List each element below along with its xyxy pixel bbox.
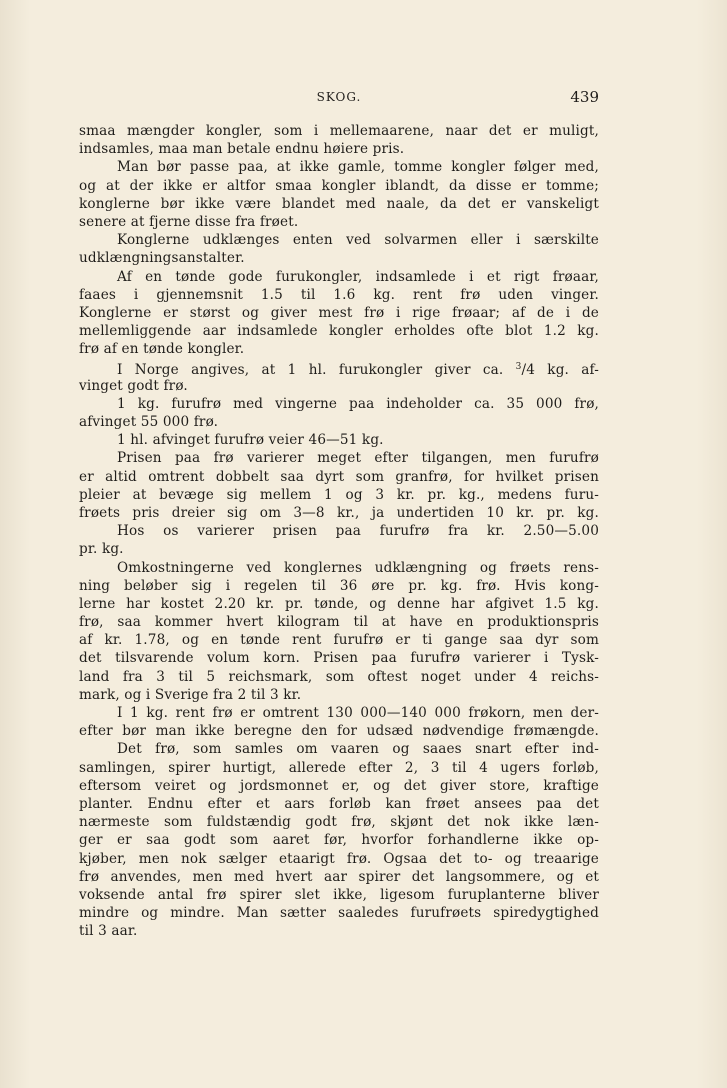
text-line: frø af en tønde kongler. [79,341,245,358]
text-line: senere at fjerne disse fra frøet. [79,213,299,230]
text-line: Hos os varierer prisen paa furufrø fra kr. 2.50—5.00 [117,523,599,540]
text-line: 1 kg. furufrø med vingerne paa indeholder ca. 35 000 frø, [117,395,599,412]
text-line: ger er saa godt som aaret før, hvorfor forhandlerne ikke op- [79,832,599,849]
text-line: mellemliggende aar indsamlede kongler erholdes ofte blot 1.2 kg. [79,323,599,340]
text-line: planter. Endnu efter et aars forløb kan frøet ansees paa det [79,795,599,812]
text-line: kjøber, men nok sælger etaarigt frø. Ogsaa det to- og treaarige [79,850,599,867]
text-line: faaes i gjennemsnit 1.5 til 1.6 kg. rent frø uden vinger. [79,286,599,303]
text-line: vinget godt frø. [79,377,188,394]
text-line: Det frø, som samles om vaaren og saaes snart efter ind- [117,741,599,758]
text-line: I 1 kg. rent frø er omtrent 130 000—140 000 frøkorn, men der- [117,705,599,721]
text-line: Omkostningerne ved konglernes udklængning og frøets rens- [117,559,599,576]
text-line: det tilsvarende volum korn. Prisen paa furufrø varierer i Tysk- [79,650,599,667]
text-line: Man bør passe paa, at ikke gamle, tomme kongler følger med, [117,159,599,176]
text-line: er altid omtrent dobbelt saa dyrt som granfrø, for hvilket prisen [79,468,599,485]
text-line: frøets pris dreier sig om 3—8 kr., ja undertiden 10 kr. pr. kg. [79,504,599,521]
text-line: nærmeste som fuldstændig godt frø, skjønt det nok ikke læn- [79,814,599,831]
text-line: indsamles, maa man betale endnu høiere pris. [79,141,405,158]
text-line: voksende antal frø spirer slet ikke, ligesom furuplanterne bliver [79,886,599,903]
text-line: pr. kg. [79,541,124,558]
text-line: samlingen, spirer hurtigt, allerede efter 2, 3 til 4 ugers forløb, [79,759,599,776]
body-text [79,122,599,940]
text-line: mindre og mindre. Man sætter saaledes furufrøets spiredygtighed [79,905,599,922]
text-line: frø, saa kommer hvert kilogram til at have en produktionspris [79,614,599,631]
text-line: udklængningsanstalter. [79,250,245,267]
text-line: og at der ikke er altfor smaa kongler iblandt, da disse er tomme; [79,177,599,194]
page-title: SKOG. [316,90,362,104]
text-line: ning beløber sig i regelen til 36 øre pr. kg. frø. Hvis kong- [79,577,599,594]
text-line: pleier at bevæge sig mellem 1 og 3 kr. pr. kg., medens furu- [79,486,599,503]
text-line: konglerne bør ikke være blandet med naale, da det er vanskeligt [79,195,599,212]
text-line: Konglerne er størst og giver mest frø i rige frøaar; af de i de [79,304,599,321]
text-fragment: I Norge angives, at 1 hl. furukongler giver ca. [117,362,516,379]
text-fragment: /4 kg. af- [521,362,599,379]
text-line: lerne har kostet 2.20 kr. pr. tønde, og denne har afgivet 1.5 kg. [79,595,599,612]
text-line: eftersom veiret og jordsmonnet er, og det giver store, kraftige [79,777,599,794]
text-line: mark, og i Sverige fra 2 til 3 kr. [79,686,302,703]
page-number: 439 [570,88,599,106]
fraction-numerator: 3 [515,362,522,373]
text-line: smaa mængder kongler, som i mellemaarene, naar det er muligt, [79,123,599,139]
text-line: til 3 aar. [79,923,138,940]
text-line: Konglerne udklænges enten ved solvarmen eller i særskilte [117,232,599,249]
text-line: Af en tønde gode furukongler, indsamlede i et rigt frøaar, [117,268,599,285]
text-line: land fra 3 til 5 reichsmark, som oftest noget under 4 reichs- [79,668,599,685]
text-line: afvinget 55 000 frø. [79,414,219,430]
text-line: Prisen paa frø varierer meget efter tilgangen, men furufrø [117,450,599,467]
text-line [79,358,599,379]
running-header [79,88,599,108]
text-line: efter bør man ikke beregne den for udsæd nødvendige frømængde. [79,723,599,740]
text-line: 1 hl. afvinget furufrø veier 46—51 kg. [117,432,384,449]
text-line: frø anvendes, men med hvert aar spirer det langsommere, og et [79,868,599,885]
text-line: af kr. 1.78, og en tønde rent furufrø er ti gange saa dyr som [79,632,599,649]
